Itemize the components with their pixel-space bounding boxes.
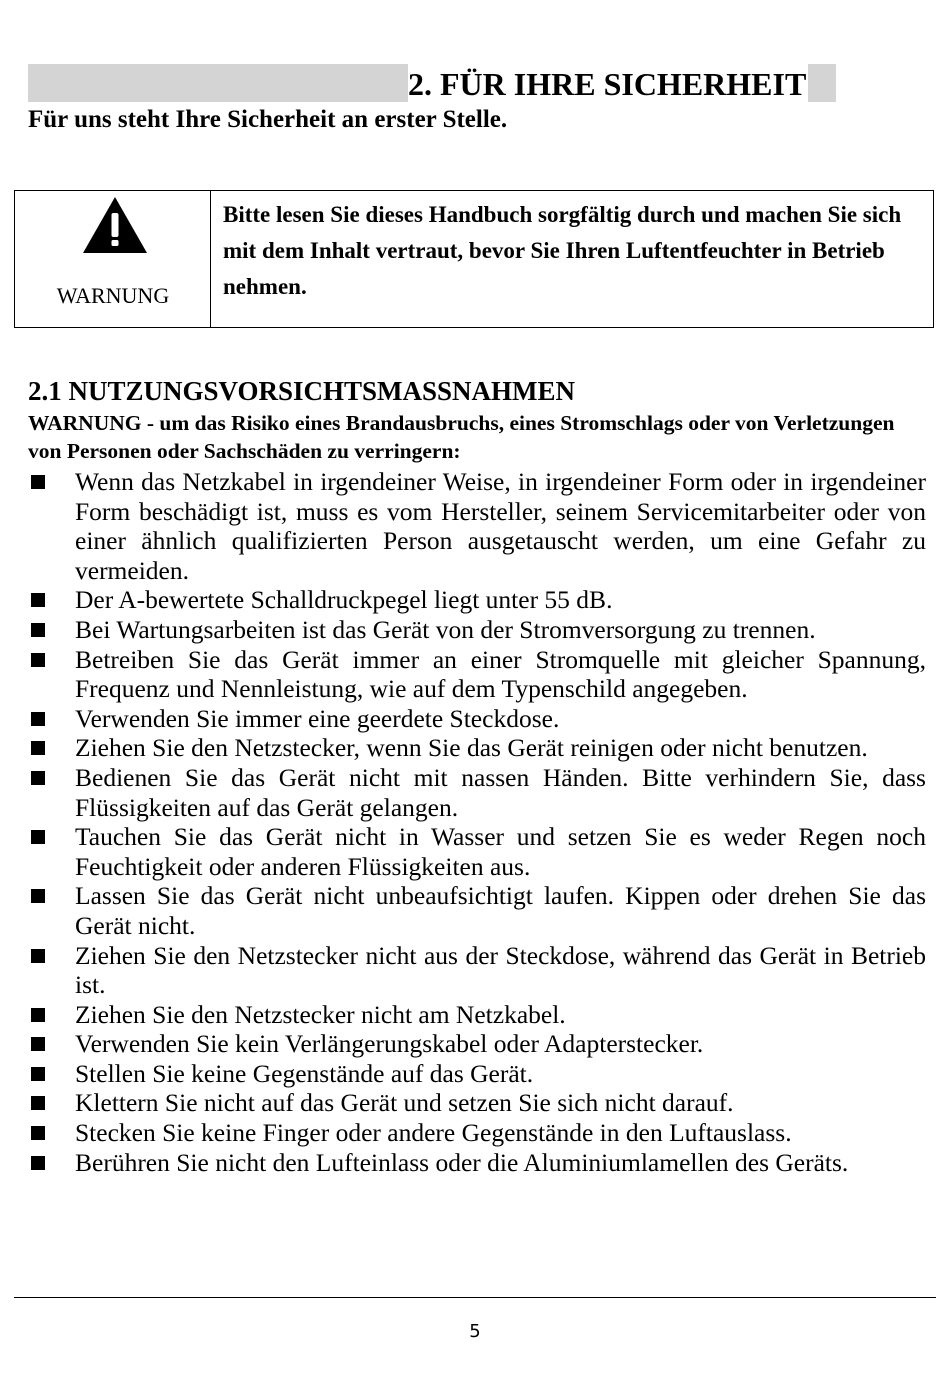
square-bullet-icon: [31, 653, 45, 667]
section-heading: 2.1 NUTZUNGSVORSICHTSMASSNAHMEN: [28, 376, 576, 406]
title-bar: [28, 64, 836, 102]
square-bullet-icon: [31, 1156, 45, 1170]
square-bullet-icon: [31, 771, 45, 785]
list-item: Bedienen Sie das Gerät nicht mit nassen Händen. Bitte verhindern Sie, dass Flüssigkeiten auf das Gerät gelangen.: [28, 763, 926, 822]
list-item: Betreiben Sie das Gerät immer an einer Stromquelle mit gleicher Spannung, Frequenz und Nennleistung, wie auf dem Typenschild angegeben.: [28, 645, 926, 704]
square-bullet-icon: [31, 830, 45, 844]
warning-label-cell: [15, 191, 211, 327]
square-bullet-icon: [31, 1067, 45, 1081]
list-item: Lassen Sie das Gerät nicht unbeaufsichtigt laufen. Kippen oder drehen Sie das Gerät nicht.: [28, 881, 926, 940]
list-item: Wenn das Netzkabel in irgendeiner Weise, in irgendeiner Form oder in irgendeiner Form beschädigt ist, muss es vom Hersteller, seinem Servicemitarbeiter oder von einer ähnlich qualifizierten Person ausgetauscht werden, um eine Gefahr zu vermeiden.: [28, 467, 926, 585]
square-bullet-icon: [31, 889, 45, 903]
list-item: Ziehen Sie den Netzstecker nicht aus der Steckdose, während das Gerät in Betrieb ist.: [28, 941, 926, 1000]
square-bullet-icon: [31, 712, 45, 726]
list-item: Verwenden Sie immer eine geerdete Steckdose.: [28, 704, 926, 734]
warning-text: Bitte lesen Sie dieses Handbuch sorgfältig durch und machen Sie sich mit dem Inhalt vertraut, bevor Sie Ihren Luftentfeuchter in Betrieb nehmen.: [223, 202, 902, 299]
list-item: Stellen Sie keine Gegenstände auf das Gerät.: [28, 1059, 926, 1089]
list-item: Bei Wartungsarbeiten ist das Gerät von der Stromversorgung zu trennen.: [28, 615, 926, 645]
list-item: Tauchen Sie das Gerät nicht in Wasser und setzen Sie es weder Regen noch Feuchtigkeit oder anderen Flüssigkeiten aus.: [28, 822, 926, 881]
square-bullet-icon: [31, 593, 45, 607]
list-item: Der A-bewertete Schalldruckpegel liegt unter 55 dB.: [28, 585, 926, 615]
square-bullet-icon: [31, 1008, 45, 1022]
list-item: Stecken Sie keine Finger oder andere Gegenstände in den Luftauslass.: [28, 1118, 926, 1148]
square-bullet-icon: [31, 741, 45, 755]
square-bullet-icon: [31, 1037, 45, 1051]
square-bullet-icon: [31, 1096, 45, 1110]
square-bullet-icon: [31, 949, 45, 963]
section-intro: WARNUNG - um das Risiko eines Brandausbruchs, eines Stromschlags oder von Verletzungen von Personen oder Sachschäden zu verringern:: [28, 411, 895, 463]
list-item: Berühren Sie nicht den Lufteinlass oder die Aluminiumlamellen des Geräts.: [28, 1148, 926, 1178]
list-item: Ziehen Sie den Netzstecker nicht am Netzkabel.: [28, 1000, 926, 1030]
list-item: Ziehen Sie den Netzstecker, wenn Sie das Gerät reinigen oder nicht benutzen.: [28, 733, 926, 763]
warning-label: WARNUNG: [56, 283, 170, 308]
warning-triangle-icon: [81, 195, 149, 255]
square-bullet-icon: [31, 1126, 45, 1140]
precaution-list: [28, 467, 926, 1177]
page-number: 5: [469, 1321, 481, 1342]
list-item: Klettern Sie nicht auf das Gerät und setzen Sie sich nicht darauf.: [28, 1088, 926, 1118]
list-item: Verwenden Sie kein Verlängerungskabel oder Adapterstecker.: [28, 1029, 926, 1059]
footer-divider: [14, 1297, 936, 1298]
page-title: 2. FÜR IHRE SICHERHEIT: [408, 66, 807, 102]
warning-box: [14, 190, 934, 328]
square-bullet-icon: [31, 475, 45, 489]
page-subtitle: Für uns steht Ihre Sicherheit an erster Stelle.: [28, 106, 508, 133]
square-bullet-icon: [31, 623, 45, 637]
